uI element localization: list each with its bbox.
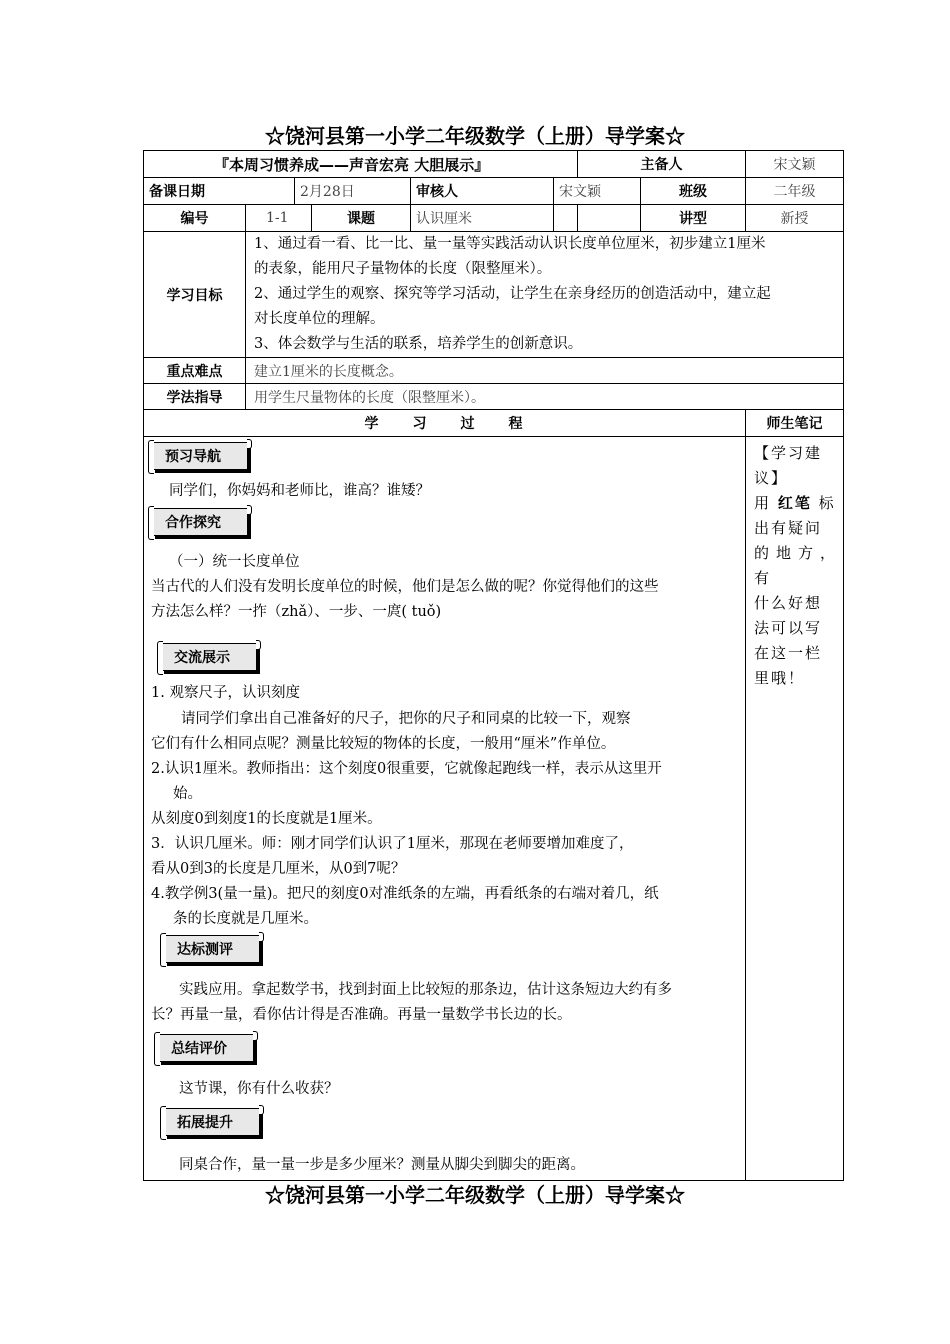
goals-content [246,232,844,358]
badge-extend: 拓展提升 [164,1108,260,1136]
badge-summary: 总结评价 [158,1034,254,1062]
page-title: ☆饶河县第一小学二年级数学（上册）导学案☆ [265,124,685,148]
notes-line: 法可以写 [754,619,823,637]
exchange-line: 2.认识1厘米。教师指出：这个刻度0很重要，它就像起跑线一样，表示从这里开 [151,761,662,777]
process-header: 学 习 过 程 [144,410,746,437]
number-label: 编号 [144,205,246,232]
reviewer-label: 审核人 [411,178,554,205]
test-line: 实践应用。拿起数学书，找到封面上比较短的那条边，估计这条短边大约有多 [179,982,672,998]
notes-header: 师生笔记 [746,410,844,437]
badge-explore: 合作探究 [152,508,248,536]
explore-line: （一）统一长度单位 [169,554,300,570]
method-value: 用学生尺量物体的长度（限整厘米）。 [246,384,844,410]
exchange-line: 4.教学例3(量一量)。把尺的刻度0对准纸条的左端，再看纸条的右端对着几，纸 [151,886,659,902]
notes-line: 议】 [754,469,789,487]
explore-line: 方法怎么样？一拃（zhǎ）、一步、一庹( tuǒ) [151,604,442,620]
class-value: 二年级 [746,178,844,205]
key-points-value: 建立1厘米的长度概念。 [246,358,844,384]
notes-line: 出有疑问 [754,519,823,537]
preparer-label: 主备人 [578,151,746,178]
preparer-value: 宋文颖 [746,151,844,178]
goal-line: 的表象，能用尺子量物体的长度（限整厘米）。 [254,261,552,277]
lesson-type-value: 新授 [746,205,844,232]
goal-line: 对长度单位的理解。 [254,311,385,327]
number-value: 1-1 [246,205,312,232]
page-footer-title: ☆饶河县第一小学二年级数学（上册）导学案☆ [265,1183,685,1207]
lesson-plan-table [143,150,844,1181]
badge-preview: 预习导航 [152,442,248,470]
exchange-line: 3．认识几厘米。师：刚才同学们认识了1厘米，那现在老师要增加难度了， [151,836,634,852]
process-content [144,437,746,1181]
preview-text: 同学们，你妈妈和老师比，谁高？谁矮？ [169,483,430,499]
exchange-line: 始。 [173,786,202,802]
exchange-line: 看从0到3的长度是几厘米，从0到7呢？ [151,861,406,877]
reviewer-value: 宋文颖 [554,178,641,205]
notes-line: 什么好想 [754,594,823,612]
goal-line: 1、通过看一看、比一比、量一量等实践活动认识长度单位厘米，初步建立1厘米 [254,236,766,252]
notes-line: 【学习建 [754,444,823,462]
exchange-line: 请同学们拿出自己准备好的尺子，把你的尺子和同桌的比较一下，观察 [181,711,631,727]
exchange-line: 它们有什么相同点呢？测量比较短的物体的长度，一般用“厘米”作单位。 [151,736,616,752]
key-points-label: 重点难点 [144,358,246,384]
date-label: 备课日期 [144,178,295,205]
explore-line: 当古代的人们没有发明长度单位的时候，他们是怎么做的呢？你觉得他们的这些 [151,579,659,595]
lesson-type-label: 讲型 [641,205,746,232]
topic-value: 认识厘米 [411,205,554,232]
exchange-line: 从刻度0到刻度1的长度就是1厘米。 [151,811,382,827]
extend-text: 同桌合作，量一量一步是多少厘米？测量从脚尖到脚尖的距离。 [179,1157,585,1173]
habit-title: 『本周习惯养成——声音宏亮 大胆展示』 [144,151,578,178]
notes-line: 在这一栏 [754,644,823,662]
exchange-line: 1. 观察尺子，认识刻度 [151,685,300,701]
notes-content [746,437,844,1181]
empty-cell [578,205,641,232]
badge-exchange: 交流展示 [161,643,257,671]
date-value: 2月28日 [295,178,411,205]
class-label: 班级 [641,178,746,205]
goal-line: 3、体会数学与生活的联系，培养学生的创新意识。 [254,336,583,352]
goal-line: 2、通过学生的观察、探究等学习活动，让学生在亲身经历的创造活动中，建立起 [254,286,771,302]
method-label: 学法指导 [144,384,246,410]
summary-text: 这节课，你有什么收获？ [179,1081,339,1097]
test-line: 长？再量一量，看你估计得是否准确。再量一量数学书长边的长。 [151,1007,572,1023]
notes-line: 的地方，有 [754,544,838,587]
badge-test: 达标测评 [164,935,260,963]
empty-cell [554,205,578,232]
goals-label: 学习目标 [144,232,246,358]
red-pen-text: 红笔 [777,494,812,512]
topic-label: 课题 [312,205,411,232]
notes-line: 用 红笔 标 [754,494,836,512]
exchange-line: 条的长度就是几厘米。 [173,911,318,927]
notes-line: 里哦！ [754,669,806,687]
